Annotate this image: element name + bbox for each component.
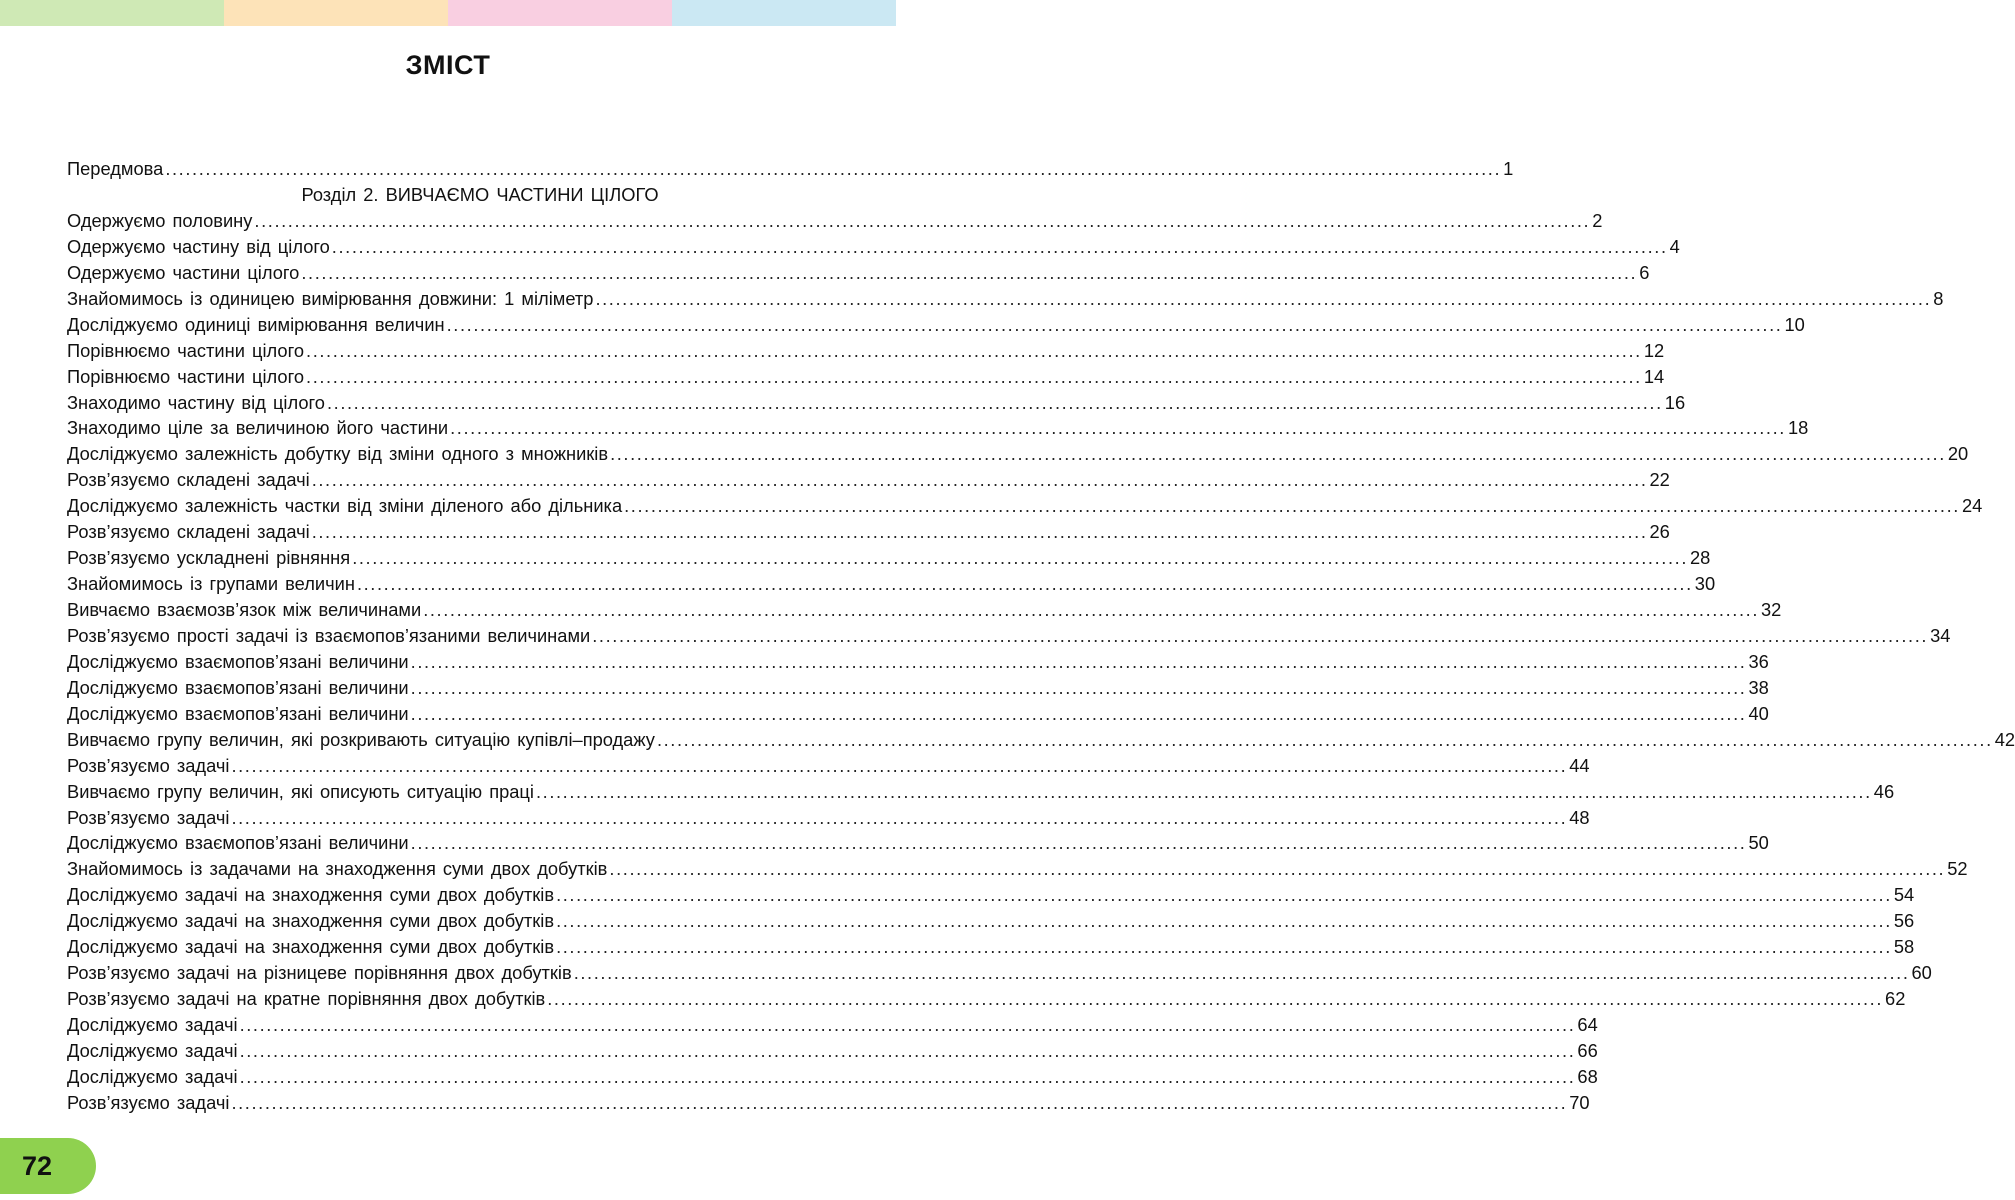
toc-entry-title: Знаходимо ціле за величиною його частини	[67, 417, 449, 439]
toc-leader-dots: ........................................................................................................................................................................................................	[624, 495, 1960, 517]
toc-entry[interactable]	[67, 623, 1951, 649]
toc-leader-dots: ........................................................................................................................................................................................................	[326, 391, 1663, 413]
toc-entry-page: 6	[1639, 261, 1650, 283]
toc-entry[interactable]	[67, 675, 1769, 701]
toc-entry-page: 10	[1784, 313, 1805, 335]
toc-leader-dots: ........................................................................................................................................................................................................	[410, 650, 1747, 672]
toc-entry-title: Розв’язуємо складені задачі	[67, 521, 310, 543]
toc-leader-dots: ........................................................................................................................................................................................................	[231, 754, 1568, 776]
toc-entry[interactable]	[67, 260, 1650, 286]
toc-entry[interactable]	[67, 753, 1590, 779]
toc-entry[interactable]	[67, 986, 1906, 1012]
toc-entry[interactable]	[67, 727, 2015, 753]
toc-entry[interactable]	[67, 934, 1915, 960]
toc-entry[interactable]	[67, 312, 1805, 338]
toc-entry-page: 42	[1994, 728, 2015, 750]
toc-entry-title: Знаходимо частину від цілого	[67, 391, 325, 413]
toc-entry-page: 66	[1577, 1039, 1598, 1061]
toc-entry[interactable]	[67, 493, 1983, 519]
toc-entry-page: 26	[1649, 521, 1670, 543]
toc-leader-dots: ........................................................................................................................................................................................................	[239, 1039, 1576, 1061]
toc-entry-page: 46	[1873, 780, 1895, 802]
toc-entry-title: Розв’язуємо задачі на різницеве порівняння двох добутків	[67, 962, 572, 984]
toc-leader-dots: ........................................................................................................................................................................................................	[535, 780, 1872, 802]
toc-entry-page: 20	[1947, 443, 1969, 465]
toc-entry-title: Досліджуємо задачі на знаходження суми двох добутків	[67, 936, 555, 958]
toc-entry-title: Розв’язуємо ускладнені рівняння	[67, 547, 351, 569]
toc-leader-dots: ........................................................................................................................................................................................................	[656, 728, 1993, 750]
toc-entry-title: Розв’язуємо прості задачі із взаємопов’язаними величинами	[67, 624, 591, 646]
toc-entry-page: 48	[1569, 806, 1590, 828]
toc-entry-title: Розв’язуємо задачі	[67, 806, 230, 828]
toc-leader-dots: ........................................................................................................................................................................................................	[239, 1065, 1576, 1087]
toc-leader-dots: ........................................................................................................................................................................................................	[556, 884, 1892, 906]
toc-entry[interactable]	[67, 390, 1686, 416]
toc-leader-dots: ........................................................................................................................................................................................................	[592, 624, 1929, 646]
toc-leader-dots: ........................................................................................................................................................................................................	[306, 365, 1642, 387]
toc-leader-dots: ........................................................................................................................................................................................................	[410, 832, 1747, 854]
toc-entry-title: Одержуємо половину	[67, 209, 253, 231]
toc-entry-title: Досліджуємо задачі на знаходження суми двох добутків	[67, 910, 555, 932]
top-bar-segment-pink	[448, 0, 672, 26]
toc-entry[interactable]	[67, 208, 1603, 234]
toc-entry[interactable]	[67, 441, 1969, 467]
toc-entry-page: 62	[1885, 988, 1906, 1010]
toc-entry-title: Досліджуємо взаємопов’язані величини	[67, 832, 409, 854]
toc-entry[interactable]	[67, 960, 1932, 986]
toc-entry[interactable]	[67, 519, 1670, 545]
toc-entry[interactable]	[67, 649, 1769, 675]
toc-entry-page: 52	[1947, 858, 1968, 880]
toc-entry-page: 68	[1577, 1065, 1598, 1087]
toc-entry-title: Розв’язуємо задачі	[67, 754, 230, 776]
toc-entry-page: 8	[1933, 287, 1944, 309]
toc-entry-page: 70	[1569, 1091, 1590, 1113]
toc-entry-title: Знайомимось із задачами на знаходження суми двох добутків	[67, 858, 608, 880]
toc-entry[interactable]	[67, 286, 1944, 312]
toc-leader-dots: ........................................................................................................................................................................................................	[306, 339, 1642, 361]
toc-entry-title: Знайомимось із групами величин	[67, 573, 355, 595]
toc-entry-title: Досліджуємо взаємопов’язані величини	[67, 702, 409, 724]
toc-entry-title: Розв’язуємо задачі	[67, 1091, 230, 1113]
toc-entry-page: 50	[1748, 832, 1769, 854]
toc-entry-page: 4	[1669, 235, 1680, 257]
toc-entry-title: Одержуємо частину від цілого	[67, 235, 330, 257]
toc-leader-dots: ........................................................................................................................................................................................................	[556, 936, 1892, 958]
toc-entry-page: 64	[1577, 1014, 1598, 1035]
toc-entry-title: Досліджуємо задачі	[67, 1014, 238, 1035]
toc-leader-dots: ........................................................................................................................................................................................................	[231, 806, 1568, 828]
toc-entry-page: 34	[1930, 624, 1951, 646]
toc-leader-dots: ........................................................................................................................................................................................................	[165, 158, 1502, 179]
toc-entry-title: Досліджуємо задачі	[67, 1065, 238, 1087]
toc-entry[interactable]	[67, 234, 1680, 260]
toc-entry-page: 12	[1643, 339, 1665, 361]
toc-entry-title: Порівнюємо частини цілого	[67, 339, 305, 361]
toc-entry[interactable]	[67, 1090, 1590, 1116]
toc-entry[interactable]	[67, 338, 1665, 364]
toc-leader-dots: ........................................................................................................................................................................................................	[595, 287, 1932, 309]
toc-entry-page: 40	[1748, 702, 1769, 724]
toc-leader-dots: ........................................................................................................................................................................................................	[410, 702, 1747, 724]
toc-leader-dots: ........................................................................................................................................................................................................	[450, 417, 1786, 439]
toc-entry[interactable]	[67, 571, 1716, 597]
toc-entry-page: 56	[1893, 910, 1915, 932]
toc-entry-title: Вивчаємо групу величин, які описують ситуацію праці	[67, 780, 534, 802]
top-color-bar	[0, 0, 896, 26]
toc-entry-page: 60	[1911, 962, 1932, 984]
toc-leader-dots: ........................................................................................................................................................................................................	[410, 676, 1747, 698]
toc-entry[interactable]	[67, 364, 1665, 390]
toc-entry-title: Досліджуємо взаємопов’язані величини	[67, 676, 409, 698]
toc-entry[interactable]	[67, 415, 1809, 441]
toc-entry[interactable]	[67, 856, 1968, 882]
table-of-contents	[67, 156, 2015, 1116]
toc-entry-page: 14	[1643, 365, 1665, 387]
toc-leader-dots: ........................................................................................................................................................................................................	[556, 910, 1892, 932]
toc-entry-title: Досліджуємо залежність добутку від зміни одного з множників	[67, 443, 609, 465]
toc-leader-dots: ........................................................................................................................................................................................................	[254, 209, 1591, 231]
toc-entry-title: Досліджуємо залежність частки від зміни діленого або дільника	[67, 495, 623, 517]
toc-leader-dots: ........................................................................................................................................................................................................	[356, 573, 1693, 595]
toc-entry[interactable]	[67, 1038, 1598, 1064]
toc-entry-title: Досліджуємо задачі	[67, 1039, 238, 1061]
toc-entry[interactable]	[67, 597, 1782, 623]
toc-leader-dots: ........................................................................................................................................................................................................	[352, 547, 1689, 569]
toc-entry-page: 36	[1748, 650, 1769, 672]
toc-entry-title: Досліджуємо взаємопов’язані величини	[67, 650, 409, 672]
page-number: 72	[22, 1151, 53, 1181]
toc-entry-page: 22	[1649, 469, 1670, 491]
toc-leader-dots: ........................................................................................................................................................................................................	[231, 1091, 1568, 1113]
top-bar-segment-blue	[672, 0, 896, 26]
toc-entry-page: 28	[1690, 547, 1711, 569]
toc-entry-title: Знайомимось із одиницею вимірювання довжини: 1 міліметр	[67, 287, 594, 309]
toc-entry-page: 16	[1664, 391, 1686, 413]
toc-leader-dots: ........................................................................................................................................................................................................	[573, 962, 1910, 984]
toc-entry[interactable]	[67, 805, 1590, 831]
toc-entry[interactable]	[67, 779, 1895, 805]
toc-entry-page: 30	[1694, 573, 1716, 595]
top-bar-segment-green	[0, 0, 224, 26]
toc-entry-title: Досліджуємо одиниці вимірювання величин	[67, 313, 445, 335]
toc-leader-dots: ........................................................................................................................................................................................................	[446, 313, 1783, 335]
toc-entry-page: 24	[1961, 495, 1983, 517]
toc-entry-title: Розв’язуємо складені задачі	[67, 469, 310, 491]
toc-entry[interactable]	[67, 1012, 1598, 1038]
top-bar-segment-orange	[224, 0, 448, 26]
toc-leader-dots: ........................................................................................................................................................................................................	[311, 469, 1648, 491]
toc-leader-dots: ........................................................................................................................................................................................................	[610, 443, 1946, 465]
toc-leader-dots: ........................................................................................................................................................................................................	[547, 988, 1884, 1010]
toc-entry-title: Одержуємо частини цілого	[67, 261, 300, 283]
toc-leader-dots: ........................................................................................................................................................................................................	[301, 261, 1638, 283]
toc-entry[interactable]	[67, 1064, 1598, 1090]
toc-entry-page: 32	[1761, 599, 1782, 620]
toc-leader-dots: ........................................................................................................................................................................................................	[311, 521, 1648, 543]
toc-entry-preface[interactable]	[67, 156, 1514, 182]
toc-leader-dots: ........................................................................................................................................................................................................	[423, 599, 1760, 620]
page-title: ЗМІСТ	[405, 50, 491, 80]
toc-leader-dots: ........................................................................................................................................................................................................	[331, 235, 1668, 257]
toc-leader-dots: ........................................................................................................................................................................................................	[609, 858, 1946, 880]
toc-entry-page: 1	[1503, 158, 1514, 179]
toc-entry-page: 38	[1748, 676, 1769, 698]
toc-leader-dots: ........................................................................................................................................................................................................	[239, 1014, 1576, 1035]
toc-entry-page: 2	[1592, 209, 1603, 231]
toc-entry[interactable]	[67, 908, 1915, 934]
toc-entry-title: Передмова	[67, 158, 164, 179]
toc-entry[interactable]	[67, 545, 1711, 571]
toc-entry-page: 54	[1893, 884, 1915, 906]
toc-entry-list	[67, 208, 2015, 1116]
toc-entry[interactable]	[67, 467, 1670, 493]
toc-entry[interactable]	[67, 701, 1769, 727]
toc-entry-title: Порівнюємо частини цілого	[67, 365, 305, 387]
toc-entry-title: Вивчаємо взаємозв’язок між величинами	[67, 599, 422, 620]
toc-entry[interactable]	[67, 882, 1915, 908]
toc-entry[interactable]	[67, 830, 1769, 856]
toc-entry-title: Вивчаємо групу величин, які розкривають ситуацію купівлі–продажу	[67, 728, 655, 750]
toc-entry-title: Розв’язуємо задачі на кратне порівняння двох добутків	[67, 988, 546, 1010]
toc-entry-title: Досліджуємо задачі на знаходження суми двох добутків	[67, 884, 555, 906]
toc-entry-page: 58	[1893, 936, 1915, 958]
toc-entry-page: 18	[1787, 417, 1809, 439]
section-heading: Розділ 2. ВИВЧАЄМО ЧАСТИНИ ЦІЛОГО	[301, 183, 659, 205]
toc-entry-page: 44	[1569, 754, 1590, 776]
